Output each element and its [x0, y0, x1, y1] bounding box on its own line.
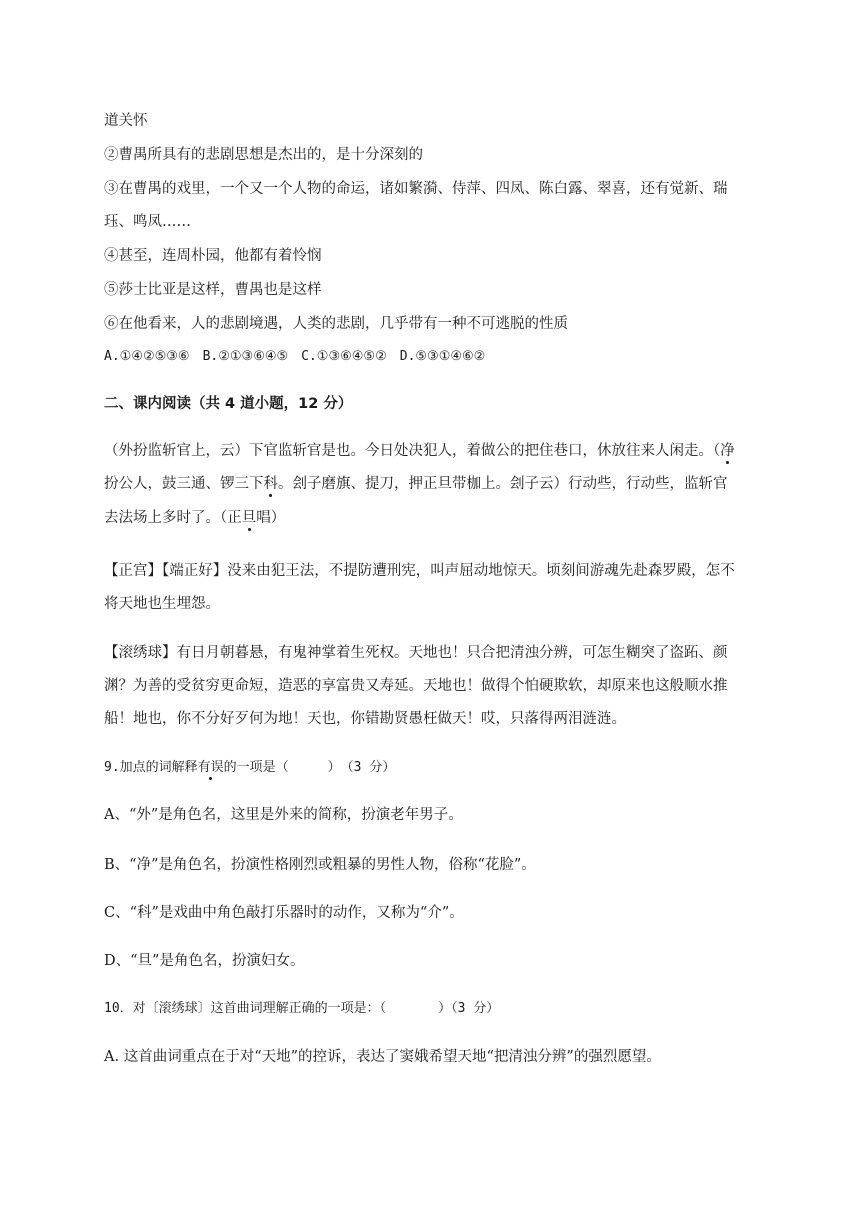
dotted-word: 有误: [197, 760, 224, 775]
text-line: 珏、鸣凤……: [104, 214, 191, 230]
question-9-option-a: A、“外”是角色名，这里是外来的简称，扮演老年男子。: [104, 807, 463, 823]
question-10-option-a: A. 这首曲词重点在于对“天地”的控诉，表达了窦娥希望天地“把清浊分辨”的强烈愿望。: [104, 1049, 661, 1065]
question-9-option-d: D、“旦”是角色名，扮演妇女。: [104, 953, 305, 969]
dotted-word: 旦: [241, 510, 257, 526]
passage-line: 去法场上多时了。（正旦唱）: [104, 510, 286, 526]
question-9-stem: 9.加点的词解释有误的一项是（ ） （3 分）: [104, 760, 396, 775]
passage-line: 船！地也，你不分好歹何为地！天也，你错勘贤愚枉做天！哎，只落得两泪涟涟。: [104, 711, 626, 727]
answer-options: A.①④②⑤③⑥ B.②①③⑥④⑤ C.①③⑥④⑤② D.⑤③①④⑥②: [104, 349, 486, 364]
text-line: ③在曹禺的戏里，一个又一个人物的命运，诸如繁漪、侍萍、四凤、陈白露、翠喜，还有觉新、瑞: [104, 181, 728, 197]
question-9-option-c: C、“科”是戏曲中角色敲打乐器时的动作，又称为“介”。: [104, 905, 464, 921]
dotted-word: 科: [263, 476, 278, 492]
passage-line: 【正宫】【端正好】没来由犯王法，不提防遭刑宪，叫声屈动地惊天。顷刻间游魂先赴森罗殿，怎不: [104, 563, 735, 579]
passage-line: 将天地也生埋怨。: [104, 596, 220, 612]
text-line: ⑤莎士比亚是这样，曹禺也是这样: [104, 282, 322, 298]
question-9-option-b: B、“净”是角色名，扮演性格刚烈或粗暴的男性人物，俗称“花脸”。: [104, 857, 536, 873]
dotted-word: 净: [720, 443, 735, 459]
text-line: ②曹禺所具有的悲剧思想是杰出的，是十分深刻的: [104, 147, 423, 163]
passage-line: 渊？为善的受贫穷更命短，造恶的享富贵又寿延。天地也！做得个怕硬欺软，却原来也这般顺水推: [104, 678, 728, 694]
passage-line: （外扮监斩官上，云）下官监斩官是也。今日处决犯人，着做公的把住巷口，休放往来人闲走。（净: [104, 443, 735, 459]
section-heading: 二、课内阅读（共 4 道小题，12 分）: [104, 396, 353, 412]
text-line: ④甚至，连周朴园，他都有着怜悯: [104, 248, 322, 264]
passage-line: 【滚绣球】有日月朝暮悬，有鬼神掌着生死权。天地也！只合把清浊分辨，可怎生糊突了盗跖、颜: [104, 645, 728, 661]
text-line: 道关怀: [104, 113, 148, 129]
passage-line: 扮公人，鼓三通、锣三下科。刽子磨旗、提刀，押正旦带枷上。刽子云）行动些，行动些，监斩官: [104, 476, 728, 492]
text-line: ⑥在他看来，人的悲剧境遇，人类的悲剧，几乎带有一种不可逃脱的性质: [104, 316, 568, 332]
question-10-stem: 10．对〔滚绣球〕这首曲词理解正确的一项是：（ ）（3 分）: [104, 1001, 500, 1016]
